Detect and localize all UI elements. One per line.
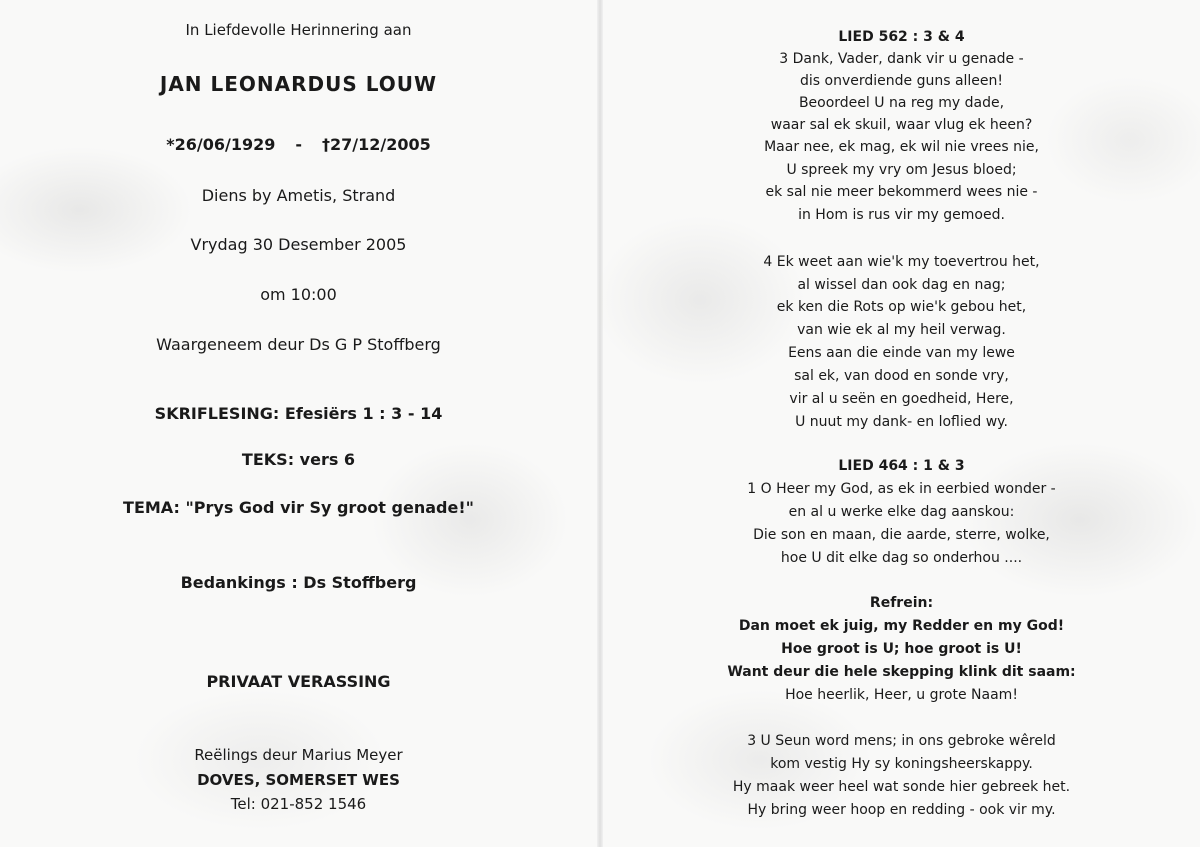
hymn1-line: waar sal ek skuil, waar vlug ek heen? — [770, 117, 1033, 133]
hymn1-line: 3 Dank, Vader, dank vir u genade - — [779, 51, 1024, 67]
refrain-line: Want deur die hele skepping klink dit saam: — [727, 664, 1076, 680]
hymn1-line: Maar nee, ek mag, ek wil nie vrees nie, — [764, 139, 1039, 155]
hymn2-line: hoe U dit elke dag so onderhou .... — [780, 550, 1023, 566]
verse3-line: 3 U Seun word mens; in ons gebroke wêreld — [747, 733, 1056, 749]
arrangements-line: Reëlings deur Marius Meyer — [194, 746, 403, 764]
death-date: †27/12/2005 — [322, 135, 431, 154]
deceased-name: JAN LEONARDUS LOUW — [159, 72, 438, 96]
verse3-line: kom vestig Hy sy koningsheerskappy. — [770, 756, 1033, 772]
life-dates — [0, 135, 597, 154]
hymn1-line: Eens aan die einde van my lewe — [788, 345, 1015, 361]
undertaker-name: DOVES, SOMERSET WES — [197, 771, 400, 789]
hymn1-line: ek sal nie meer bekommerd wees nie - — [765, 184, 1038, 200]
hymn2-line: 1 O Heer my God, as ek in eerbied wonder - — [747, 481, 1056, 497]
birth-date: *26/06/1929 — [166, 135, 276, 154]
hymn2-line: en al u werke elke dag aanskou: — [788, 504, 1015, 520]
hymn2-title: LIED 464 : 1 & 3 — [838, 458, 965, 474]
service-date: Vrydag 30 Desember 2005 — [190, 235, 407, 254]
hymn1-line: sal ek, van dood en sonde vry, — [794, 368, 1009, 384]
sermon-text: TEKS: vers 6 — [241, 450, 356, 469]
hymn1-line: al wissel dan ook dag en nag; — [797, 277, 1006, 293]
hymn1-title: LIED 562 : 3 & 4 — [838, 29, 965, 45]
sermon-theme: TEMA: "Prys God vir Sy groot genade!" — [123, 498, 474, 517]
hymn1-line: Beoordeel U na reg my dade, — [798, 95, 1005, 111]
hymn1-line: U nuut my dank- en loflied wy. — [795, 414, 1008, 430]
refrain-line: Dan moet ek juig, my Redder en my God! — [738, 618, 1065, 634]
hymn1-line: U spreek my vry om Jesus bloed; — [786, 162, 1017, 178]
hymn1-line: vir al u seën en goedheid, Here, — [789, 391, 1014, 407]
refrain-line: Hoe heerlik, Heer, u grote Naam! — [785, 687, 1018, 703]
right-panel — [603, 0, 1200, 847]
undertaker-phone: Tel: 021-852 1546 — [230, 795, 367, 813]
service-time: om 10:00 — [260, 285, 337, 304]
hymn1-line: 4 Ek weet aan wie'k my toevertrou het, — [763, 254, 1040, 270]
refrain-line: Hoe groot is U; hoe groot is U! — [781, 641, 1022, 657]
officiant: Waargeneem deur Ds G P Stoffberg — [156, 335, 441, 354]
hymn1-line: van wie ek al my heil verwag. — [797, 322, 1006, 338]
thanks-line: Bedankings : Ds Stoffberg — [180, 573, 417, 592]
cremation-line: PRIVAAT VERASSING — [206, 672, 391, 691]
date-dash: - — [295, 135, 302, 154]
intro-text: In Liefdevolle Herinnering aan — [185, 21, 412, 39]
service-place: Diens by Ametis, Strand — [201, 186, 396, 205]
verse3-line: Hy maak weer heel wat sonde hier gebreek het. — [732, 779, 1071, 795]
scripture-reading: SKRIFLESING: Efesiërs 1 : 3 - 14 — [154, 404, 443, 423]
hymn1-line: dis onverdiende guns alleen! — [799, 73, 1004, 89]
verse3-line: Hy bring weer hoop en redding - ook vir my. — [747, 802, 1056, 818]
hymn2-line: Die son en maan, die aarde, sterre, wolke, — [753, 527, 1050, 543]
hymn1-line: ek ken die Rots op wie'k gebou het, — [776, 299, 1027, 315]
left-panel — [0, 0, 597, 847]
hymn1-line: in Hom is rus vir my gemoed. — [798, 207, 1005, 223]
refrain-title: Refrein: — [869, 595, 934, 611]
